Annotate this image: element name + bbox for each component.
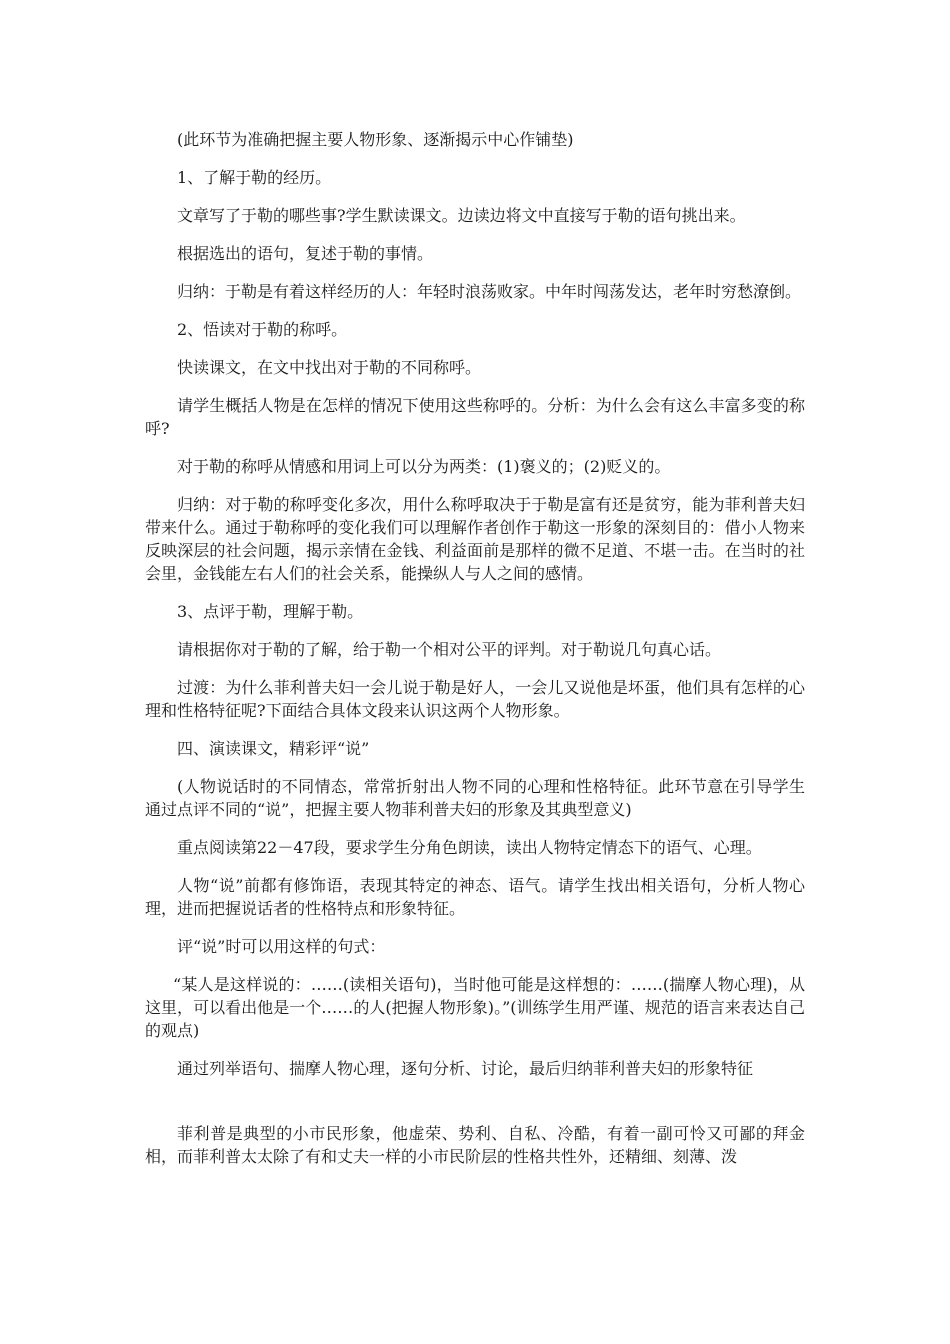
paragraph: 对于勒的称呼从情感和用词上可以分为两类：(1)褒义的；(2)贬义的。 <box>177 457 671 476</box>
paragraph: 通过列举语句、揣摩人物心理，逐句分析、讨论，最后归纳菲利普夫妇的形象特征 <box>177 1059 754 1078</box>
paragraph: 过渡：为什么菲利普夫妇一会儿说于勒是好人，一会儿又说他是坏蛋，他们具有怎样的心理和性格特征呢?下面结合具体文段来认识这两个人物形象。 <box>145 678 805 720</box>
paragraph-intro-note: (此环节为准确把握主要人物形象、逐渐揭示中心作铺垫) <box>177 130 574 149</box>
document-body <box>145 128 805 1183</box>
paragraph-heading-2: 2、悟读对于勒的称呼。 <box>177 320 348 339</box>
paragraph: 根据选出的语句，复述于勒的事情。 <box>177 244 434 263</box>
paragraph: 重点阅读第22－47段，要求学生分角色朗读，读出人物特定情态下的语气、心理。 <box>177 838 762 857</box>
paragraph-heading-1: 1、了解于勒的经历。 <box>177 168 332 187</box>
section-heading-4: 四、演读课文，精彩评“说” <box>177 739 370 758</box>
paragraph: 请根据你对于勒的了解，给于勒一个相对公平的评判。对于勒说几句真心话。 <box>177 640 722 659</box>
paragraph-heading-3: 3、点评于勒，理解于勒。 <box>177 602 364 621</box>
paragraph: 归纳：于勒是有着这样经历的人：年轻时浪荡败家。中年时闯荡发达，老年时穷愁潦倒。 <box>177 282 802 301</box>
paragraph: 菲利普是典型的小市民形象，他虚荣、势利、自私、冷酷，有着一副可怜又可鄙的拜金相，而菲利普太太除了有和丈夫一样的小市民阶层的性格共性外，还精细、刻薄、泼 <box>145 1124 805 1166</box>
paragraph: 人物“说”前都有修饰语，表现其特定的神态、语气。请学生找出相关语句，分析人物心理，进而把握说话者的性格特点和形象特征。 <box>145 876 805 918</box>
paragraph-section-note: (人物说话时的不同情态，常常折射出人物不同的心理和性格特征。此环节意在引导学生通过点评不同的“说”，把握主要人物菲利普夫妇的形象及其典型意义) <box>145 777 805 819</box>
paragraph: 归纳：对于勒的称呼变化多次，用什么称呼取决于于勒是富有还是贫穷，能为菲利普夫妇带来什么。通过于勒称呼的变化我们可以理解作者创作于勒这一形象的深刻目的：借小人物来反映深层的社会问题，揭示亲情在金钱、利益面前是那样的微不足道、不堪一击。在当时的社会里，金钱能左右人们的社会关系，能操纵人与人之间的感情。 <box>145 495 805 583</box>
paragraph: 快读课文，在文中找出对于勒的不同称呼。 <box>177 358 482 377</box>
paragraph: 评“说”时可以用这样的句式： <box>177 937 386 956</box>
paragraph: 文章写了于勒的哪些事?学生默读课文。边读边将文中直接写于勒的语句挑出来。 <box>177 206 746 225</box>
paragraph-sentence-pattern: “某人是这样说的：……(读相关语句)，当时他可能是这样想的：……(揣摩人物心理)，从这里，可以看出他是一个……的人(把握人物形象)。”(训练学生用严谨、规范的语言来表达自己的观点) <box>145 975 805 1040</box>
paragraph: 请学生概括人物是在怎样的情况下使用这些称呼的。分析：为什么会有这么丰富多变的称呼? <box>145 396 805 438</box>
